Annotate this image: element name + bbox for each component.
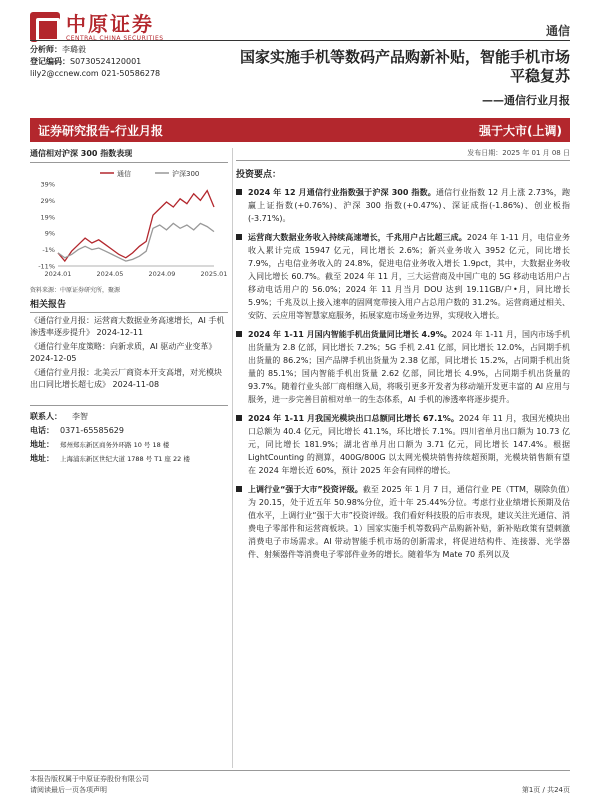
addr-shanghai: 上海浦东新区世纪大道 1788 号 T1 座 22 楼 xyxy=(60,455,190,463)
y-tick-label: 19% xyxy=(40,213,55,222)
analyst-info xyxy=(30,44,160,80)
key-point: 2024 年 1-11 月我国光模块出口总额同比增长 67.1%。2024 年 11 月，我国光模块出口总额为 40.4 亿元，同比增长 41.1%，环比增长 7.1%。四川省单月出口额为 10.73 亿元，同比增长 181.9%；湖北省单月出口额为 3.71 亿元，同比增长 147.4%。根据 LightCounting 的测算，400G/800G 以太网光模块销售持续超预期，光模块销售额有望在 2024 年增长近 60%，预计 2025 年会有同样的增长。 xyxy=(236,412,570,477)
analyst-label: 分析师： xyxy=(30,45,62,54)
performance-chart xyxy=(30,166,228,284)
y-tick-label: 39% xyxy=(40,180,55,189)
addr-zhengzhou: 郑州郑东新区商务外环路 10 号 18 楼 xyxy=(60,441,170,449)
key-point: 2024 年 12 月通信行业指数强于沪深 300 指数。通信行业指数 12 月上涨 2.73%，跑赢上证指数(+0.76%)、沪深 300 指数(+0.47%)、深证成指(-1.86%)、创业板指(-3.71%)。 xyxy=(236,186,570,225)
addr-label: 地址： xyxy=(30,440,54,449)
logo-en: CENTRAL CHINA SECURITIES xyxy=(66,34,164,42)
x-tick-label: 2024.09 xyxy=(148,270,176,278)
legend-label: 沪深300 xyxy=(172,170,200,178)
logo-mark-icon xyxy=(30,12,60,42)
key-point: 上调行业“强于大市”投资评级。截至 2025 年 1 月 7 日，通信行业 PE（TTM，剔除负值）为 20.15，处于近五年 50.98%分位，近十年 25.44%分位。考虑行业业绩增长预期及估值水平，上调行业“强于大市”投资评级。我们看好科技股的后市表现，建议关注光通信、消费电子零部件和运营商板块。1）国家实施手机等数码产品购新补贴，新补贴政策有望刺激消费电子市场需求。AI 带动智能手机市场的创新需求，将促进结构件、连接器、光学器件、射频器件等消费电子零部件业务的增长。随着华为 Mate 70 系列以及 xyxy=(236,483,570,561)
x-tick-label: 2024.05 xyxy=(96,270,124,278)
page-number: 第1页 / 共24页 xyxy=(521,786,570,794)
contact-person: 李智 xyxy=(72,412,88,421)
left-column xyxy=(30,148,228,466)
reg-label: 登记编码： xyxy=(30,57,70,66)
x-tick-label: 2024.01 xyxy=(44,270,72,278)
key-points-heading: 投资要点： xyxy=(236,170,282,180)
y-tick-label: -11% xyxy=(38,262,55,271)
related-report[interactable]: 《通信行业月报：运营商大数据业务高速增长，AI 手机渗透率逐步提升》 2024-12-11 xyxy=(30,316,225,337)
reg-code: S0730524120001 xyxy=(70,57,142,66)
contact-person-label: 联系人： xyxy=(30,412,62,421)
report-subtitle: ——通信行业月报 xyxy=(482,94,570,107)
analyst-contact: lily2@ccnew.com 021-50586278 xyxy=(30,69,161,78)
report-banner xyxy=(30,118,570,142)
footer-disclaimer: 请阅读最后一页各项声明 xyxy=(30,786,107,794)
report-title: 国家实施手机等数码产品购新补贴，智能手机市场平稳复苏 xyxy=(239,48,570,85)
banner-rating: 强于大市(上调) xyxy=(479,123,562,138)
banner-report-type: 证券研究报告-行业月报 xyxy=(38,123,163,138)
company-logo xyxy=(30,6,190,48)
column-divider xyxy=(232,148,233,768)
y-tick-label: 9% xyxy=(44,229,55,238)
tel-value: 0371-65585629 xyxy=(60,426,124,435)
analyst-name: 李璐毅 xyxy=(62,45,86,54)
contact-block xyxy=(30,405,228,466)
page-footer xyxy=(30,770,570,796)
related-reports-title: 相关报告 xyxy=(30,297,228,313)
logo-cn: 中原证券 xyxy=(66,11,154,36)
key-point: 2024 年 1-11 月国内智能手机出货量同比增长 4.9%。2024 年 1-11 月，国内市场手机出货量为 2.8 亿部，同比增长 7.2%；5G 手机 2.41 亿部，同比增长 12.0%，占同期手机出货量的 86.2%；国产品牌手机出货量为 2.38 亿部，同比增长 15.2%，占同期手机出货量的 85.1%；国内智能手机出货量 2.62 亿部，同比增长 4.9%，占同期手机出货量的 93.7%。随着行业头部厂商相继入局，将吸引更多开发者为移动端开发更丰富的 AI 应用与服务，进一步完善目前相对单一的生态体系，AI 手机的渗透率将逐步提升。 xyxy=(236,328,570,406)
related-report[interactable]: 《通信行业月报：北美云厂商资本开支高增，对光模块出口同比增长超七成》 2024-11-08 xyxy=(30,368,222,389)
tel-label: 电话： xyxy=(30,426,54,435)
industry-tag: 通信 xyxy=(545,24,570,38)
key-point: 运营商大数据业务收入持续高速增长，千兆用户占比超三成。2024 年 1-11 月，电信业务收入累计完成 15947 亿元，同比增长 2.6%；新兴业务收入 3952 亿元，同比增长 7.9%，占电信业务收入的 24.8%，促进电信业务收入增长 1.9pct，其中，大数据业务收入同比增长 60.7%。截至 2024 年 11 月，三大运营商及中国广电的 5G 移动电话用户占移动电话用户的 56.0%；2024 年 11 月当月 DOU 达到 19.11GB/户•月，同比增长 5.9%；千兆及以上接入速率的固网宽带接入用户占总用户数的 31.2%。运营商通过相关、安防、云应用等智慧家庭服务，拓展家庭市场业务边界，实现收入增长。 xyxy=(236,231,570,322)
chart-source: 资料来源：中原证券研究所，聚源 xyxy=(30,287,121,294)
publish-date: 发布日期：2025 年 01 月 08 日 xyxy=(236,148,570,161)
y-tick-label: 29% xyxy=(40,196,55,205)
related-report[interactable]: 《通信行业年度策略：向新求质，AI 驱动产业变革》 2024-12-05 xyxy=(30,342,217,363)
x-tick-label: 2025.01 xyxy=(200,270,228,278)
chart-title: 通信相对沪深 300 指数表现 xyxy=(30,148,228,163)
right-column xyxy=(236,148,570,561)
addr2-label: 地址： xyxy=(30,454,54,463)
legend-label: 通信 xyxy=(117,170,131,178)
chart-svg xyxy=(30,166,228,284)
y-tick-label: -1% xyxy=(42,246,55,255)
top-divider xyxy=(30,40,570,41)
footer-copyright: 本报告版权属于中原证券股份有限公司 xyxy=(30,775,149,783)
series-line xyxy=(58,191,214,262)
